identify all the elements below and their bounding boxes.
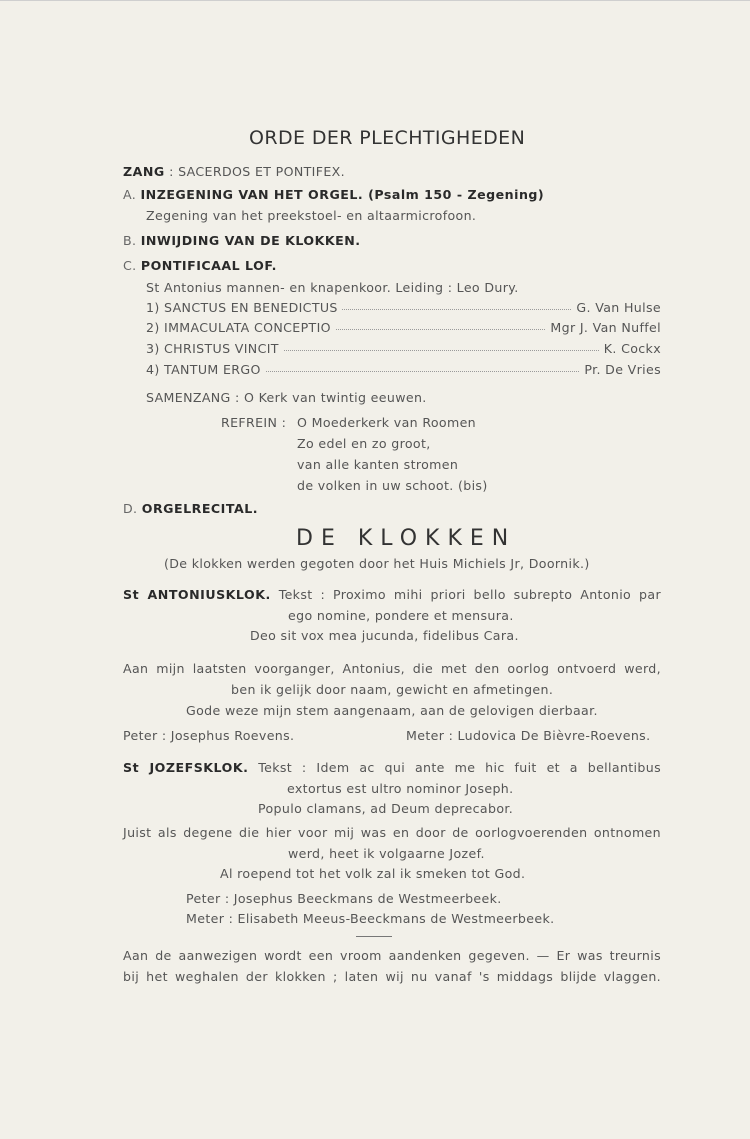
item-c-letter: C. <box>123 258 137 273</box>
refrein-line-4: de volken in uw schoot. (bis) <box>297 478 488 493</box>
footer-line-2: bij het weghalen der klokken ; laten wij nu vanaf 's middags blijde vlaggen. <box>123 969 661 984</box>
program-composer: K. Cockx <box>600 341 665 356</box>
program-composer: Mgr J. Van Nuffel <box>546 320 665 335</box>
item-a-title: INZEGENING VAN HET ORGEL. (Psalm 150 - Zegening) <box>140 187 545 202</box>
antonius-latin-line-2: ego nomine, pondere et mensura. <box>288 608 514 623</box>
antonius-name: St ANTONIUSKLOK. <box>123 587 271 602</box>
item-a-heading <box>123 187 544 202</box>
antonius-latin-line-3: Deo sit vox mea jucunda, fidelibus Cara. <box>250 628 519 643</box>
page-title: ORDE DER PLECHTIGHEDEN <box>249 127 526 149</box>
zang-text: : SACERDOS ET PONTIFEX. <box>169 164 345 179</box>
program-title: CHRISTUS VINCIT <box>164 341 279 356</box>
program-num: 4) <box>146 362 160 377</box>
item-a-note: Zegening van het preekstoel- en altaarmicrofoon. <box>146 208 477 223</box>
antonius-latin-line-1: St ANTONIUSKLOK. Tekst : Proximo mihi priori bello subrepto Antonio par <box>123 587 661 602</box>
footer-line-1: Aan de aanwezigen wordt een vroom aandenken gegeven. — Er was treurnis <box>123 948 661 963</box>
refrein-line-3: van alle kanten stromen <box>297 457 459 472</box>
samenzang-line: SAMENZANG : O Kerk van twintig eeuwen. <box>146 390 427 405</box>
jozef-name: St JOZEFSKLOK. <box>123 760 249 775</box>
program-num: 3) <box>146 341 160 356</box>
item-c-title: PONTIFICAAL LOF. <box>140 258 277 273</box>
jozef-latin-line-3: Populo clamans, ad Deum deprecabor. <box>258 801 514 816</box>
program-title: TANTUM ERGO <box>164 362 261 377</box>
item-c-note: St Antonius mannen- en knapenkoor. Leiding : Leo Dury. <box>146 280 519 295</box>
jozef-dutch-line-3: Al roepend tot het volk zal ik smeken tot God. <box>220 866 526 881</box>
program-num: 1) <box>146 300 160 315</box>
jozef-peter: Peter : Josephus Beeckmans de Westmeerbeek. <box>186 891 502 906</box>
item-a-letter: A. <box>123 187 137 202</box>
separator-rule <box>356 936 392 937</box>
item-b-title: INWIJDING VAN DE KLOKKEN. <box>140 233 361 248</box>
jozef-meter: Meter : Elisabeth Meeus-Beeckmans de Westmeerbeek. <box>186 911 555 926</box>
item-b-heading <box>123 233 361 248</box>
program-row-3 <box>146 341 661 359</box>
antonius-dutch-line-3: Gode weze mijn stem aangenaam, aan de gelovigen dierbaar. <box>186 703 598 718</box>
program-composer: Pr. De Vries <box>580 362 665 377</box>
scan-edge <box>0 0 750 1</box>
item-b-letter: B. <box>123 233 137 248</box>
antonius-peter: Peter : Josephus Roevens. <box>123 728 295 743</box>
program-title: SANCTUS EN BENEDICTUS <box>164 300 338 315</box>
program-composer: G. Van Hulse <box>572 300 665 315</box>
program-row-1 <box>146 300 661 318</box>
program-title: IMMACULATA CONCEPTIO <box>164 320 331 335</box>
refrein-line-2: Zo edel en zo groot, <box>297 436 431 451</box>
jozef-latin-line-1: St JOZEFSKLOK. Tekst : Idem ac qui ante me hic fuit et a bellantibus <box>123 760 661 775</box>
antonius-meter: Meter : Ludovica De Bièvre-Roevens. <box>406 728 651 743</box>
jozef-dutch-line-1: Juist als degene die hier voor mij was en door de oorlogvoerenden ontnomen <box>123 825 661 840</box>
item-d-heading <box>123 501 258 516</box>
klokken-title: DE KLOKKEN <box>296 526 517 551</box>
klokken-subtitle: (De klokken werden gegoten door het Huis Michiels Jr, Doornik.) <box>164 556 590 571</box>
item-c-heading <box>123 258 277 273</box>
program-num: 2) <box>146 320 160 335</box>
refrein-line-1: O Moederkerk van Roomen <box>297 415 477 430</box>
item-d-letter: D. <box>123 501 138 516</box>
item-d-title: ORGELRECITAL. <box>141 501 259 516</box>
program-row-2 <box>146 320 661 338</box>
refrein-label: REFREIN : <box>221 415 287 430</box>
zang-line <box>123 164 345 179</box>
jozef-dutch-line-2: werd, heet ik volgaarne Jozef. <box>288 846 485 861</box>
jozef-latin-line-2: extortus est ultro nominor Joseph. <box>287 781 514 796</box>
antonius-dutch-line-1: Aan mijn laatsten voorganger, Antonius, die met den oorlog ontvoerd werd, <box>123 661 661 676</box>
program-row-4 <box>146 362 661 380</box>
zang-label: ZANG <box>123 164 165 179</box>
antonius-dutch-line-2: ben ik gelijk door naam, gewicht en afmetingen. <box>231 682 554 697</box>
